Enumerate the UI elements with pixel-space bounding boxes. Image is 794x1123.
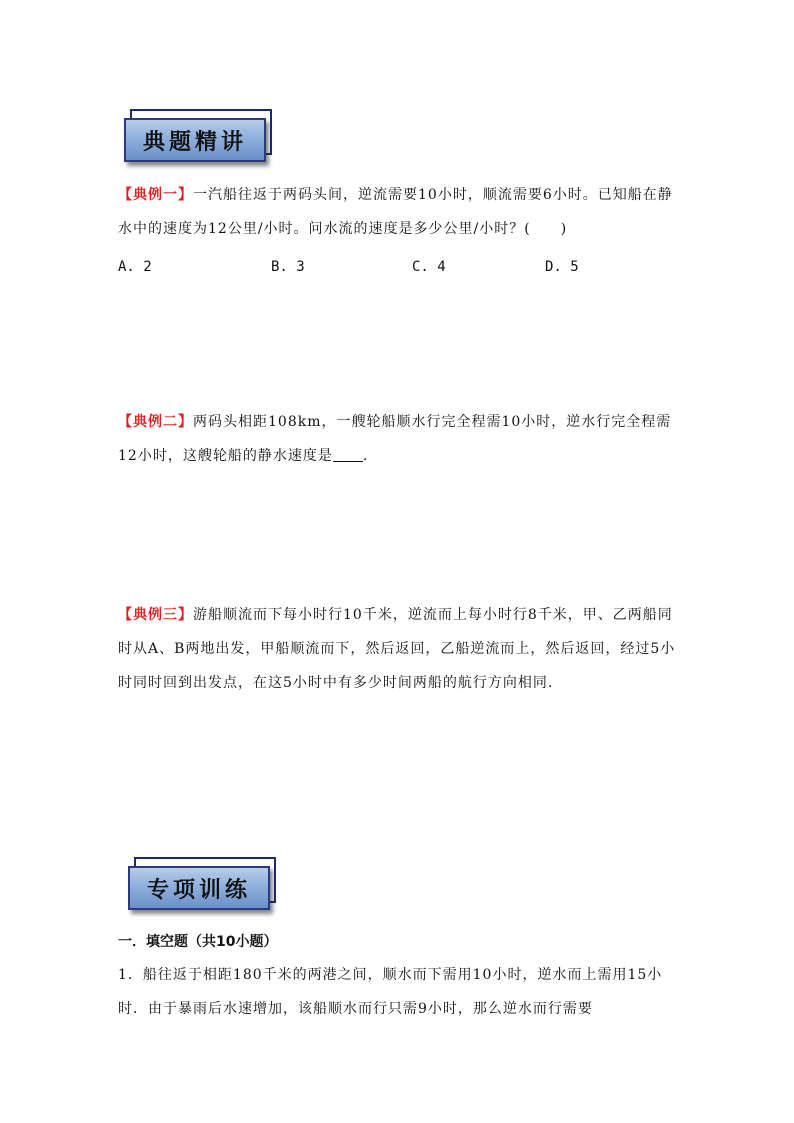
question-1-text: 1．船往返于相距180千米的两港之间，顺水而下需用10小时，逆水而上需用15小时．由于暴雨后水速增加，该船顺水而行只需9小时，那么逆水而行需要	[118, 967, 663, 1017]
section-banner-examples	[124, 116, 272, 166]
option-d: D. 5	[545, 259, 579, 275]
banner-title: 典题精讲	[142, 129, 247, 155]
banner-title: 专项训练	[146, 877, 251, 903]
example-3-tag: 【典例三】	[118, 607, 193, 623]
banner-face	[124, 118, 266, 162]
banner-face	[128, 866, 270, 910]
example-2-period: .	[362, 448, 369, 464]
question-1	[118, 958, 678, 1026]
example-3-text: 游船顺流而下每小时行10千米，逆流而上每小时行8千米，甲、乙两船同时从A、B两地出发，甲船顺流而下，然后返回，乙船逆流而上，然后返回，经过5小时同时回到出发点，在这5小时中有多少时间两船的航行方向相同.	[118, 607, 676, 691]
fill-blank-section-title: 一．填空题（共10小题）	[118, 934, 278, 950]
example-1-text: 一汽船往返于两码头间，逆流需要10小时，顺流需要6小时。已知船在静水中的速度为12公里/小时。问水流的速度是多少公里/小时？( )	[118, 187, 673, 237]
option-a: A. 2	[118, 259, 152, 275]
answer-blank	[333, 447, 363, 462]
example-2-tag: 【典例二】	[118, 414, 193, 430]
option-c: C. 4	[412, 259, 446, 275]
example-3	[118, 598, 678, 700]
section-banner-training	[128, 864, 276, 914]
option-b: B. 3	[271, 259, 305, 275]
example-2	[118, 405, 678, 473]
example-1-options	[118, 254, 678, 282]
example-2-text: 两码头相距108km，一艘轮船顺水行完全程需10小时，逆水行完全程需12小时，这艘轮船的静水速度是	[118, 414, 672, 464]
example-1-tag: 【典例一】	[118, 187, 193, 203]
example-1	[118, 178, 678, 246]
